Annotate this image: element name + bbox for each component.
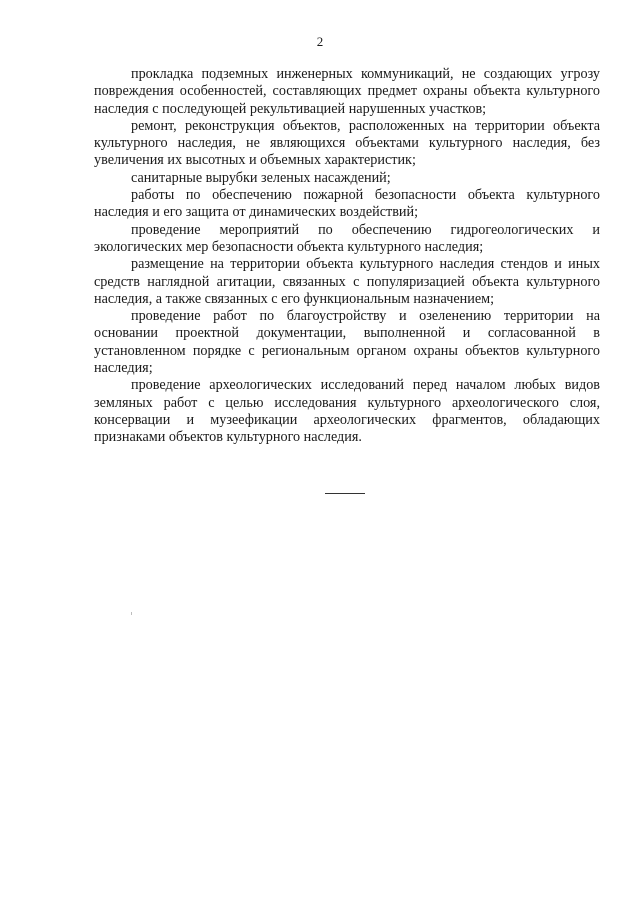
paragraph-sanitary-felling: санитарные вырубки зеленых насаждений; (131, 169, 391, 186)
paragraph-information-stands: размещение на территории объекта культурного наследия стендов и иных средств наглядной агитации, связанных с популяризацией объекта культурного наследия, а также связанных с его функциональным назначением; (94, 256, 600, 307)
paragraph-utility-lines: прокладка подземных инженерных коммуникаций, не создающих угрозу повреждения особенностей, составляющих предмет охраны объекта культурного наследия с последующей рекультивацией нарушенных участков; (94, 66, 600, 117)
paragraph-landscaping: проведение работ по благоустройству и озеленению территории на основании проектной документации, выполненной и согласованной в установленном порядке с региональным органом охраны объектов культурного наследия; (94, 308, 600, 377)
paragraph-archaeological-research: проведение археологических исследований перед началом любых видов земляных работ с целью исследования культурного археологического слоя, консервации и музеефикации археологических фрагментов, обладающих признаками объектов культурного наследия. (94, 377, 600, 446)
page-number: 2 (316, 34, 324, 49)
scan-artifact-mark (131, 612, 132, 615)
document-body (94, 66, 600, 447)
paragraph-hydrogeological-measures: проведение мероприятий по обеспечению гидрогеологических и экологических мер безопасности объекта культурного наследия; (94, 221, 600, 255)
paragraph-fire-safety: работы по обеспечению пожарной безопасности объекта культурного наследия и его защита от динамических воздействий; (94, 187, 600, 221)
paragraph-repair-reconstruction: ремонт, реконструкция объектов, расположенных на территории объекта культурного наследия, не являющихся объектами культурного наследия, без увеличения их высотных и объемных характеристик; (94, 117, 600, 169)
end-of-text-rule (325, 493, 365, 494)
